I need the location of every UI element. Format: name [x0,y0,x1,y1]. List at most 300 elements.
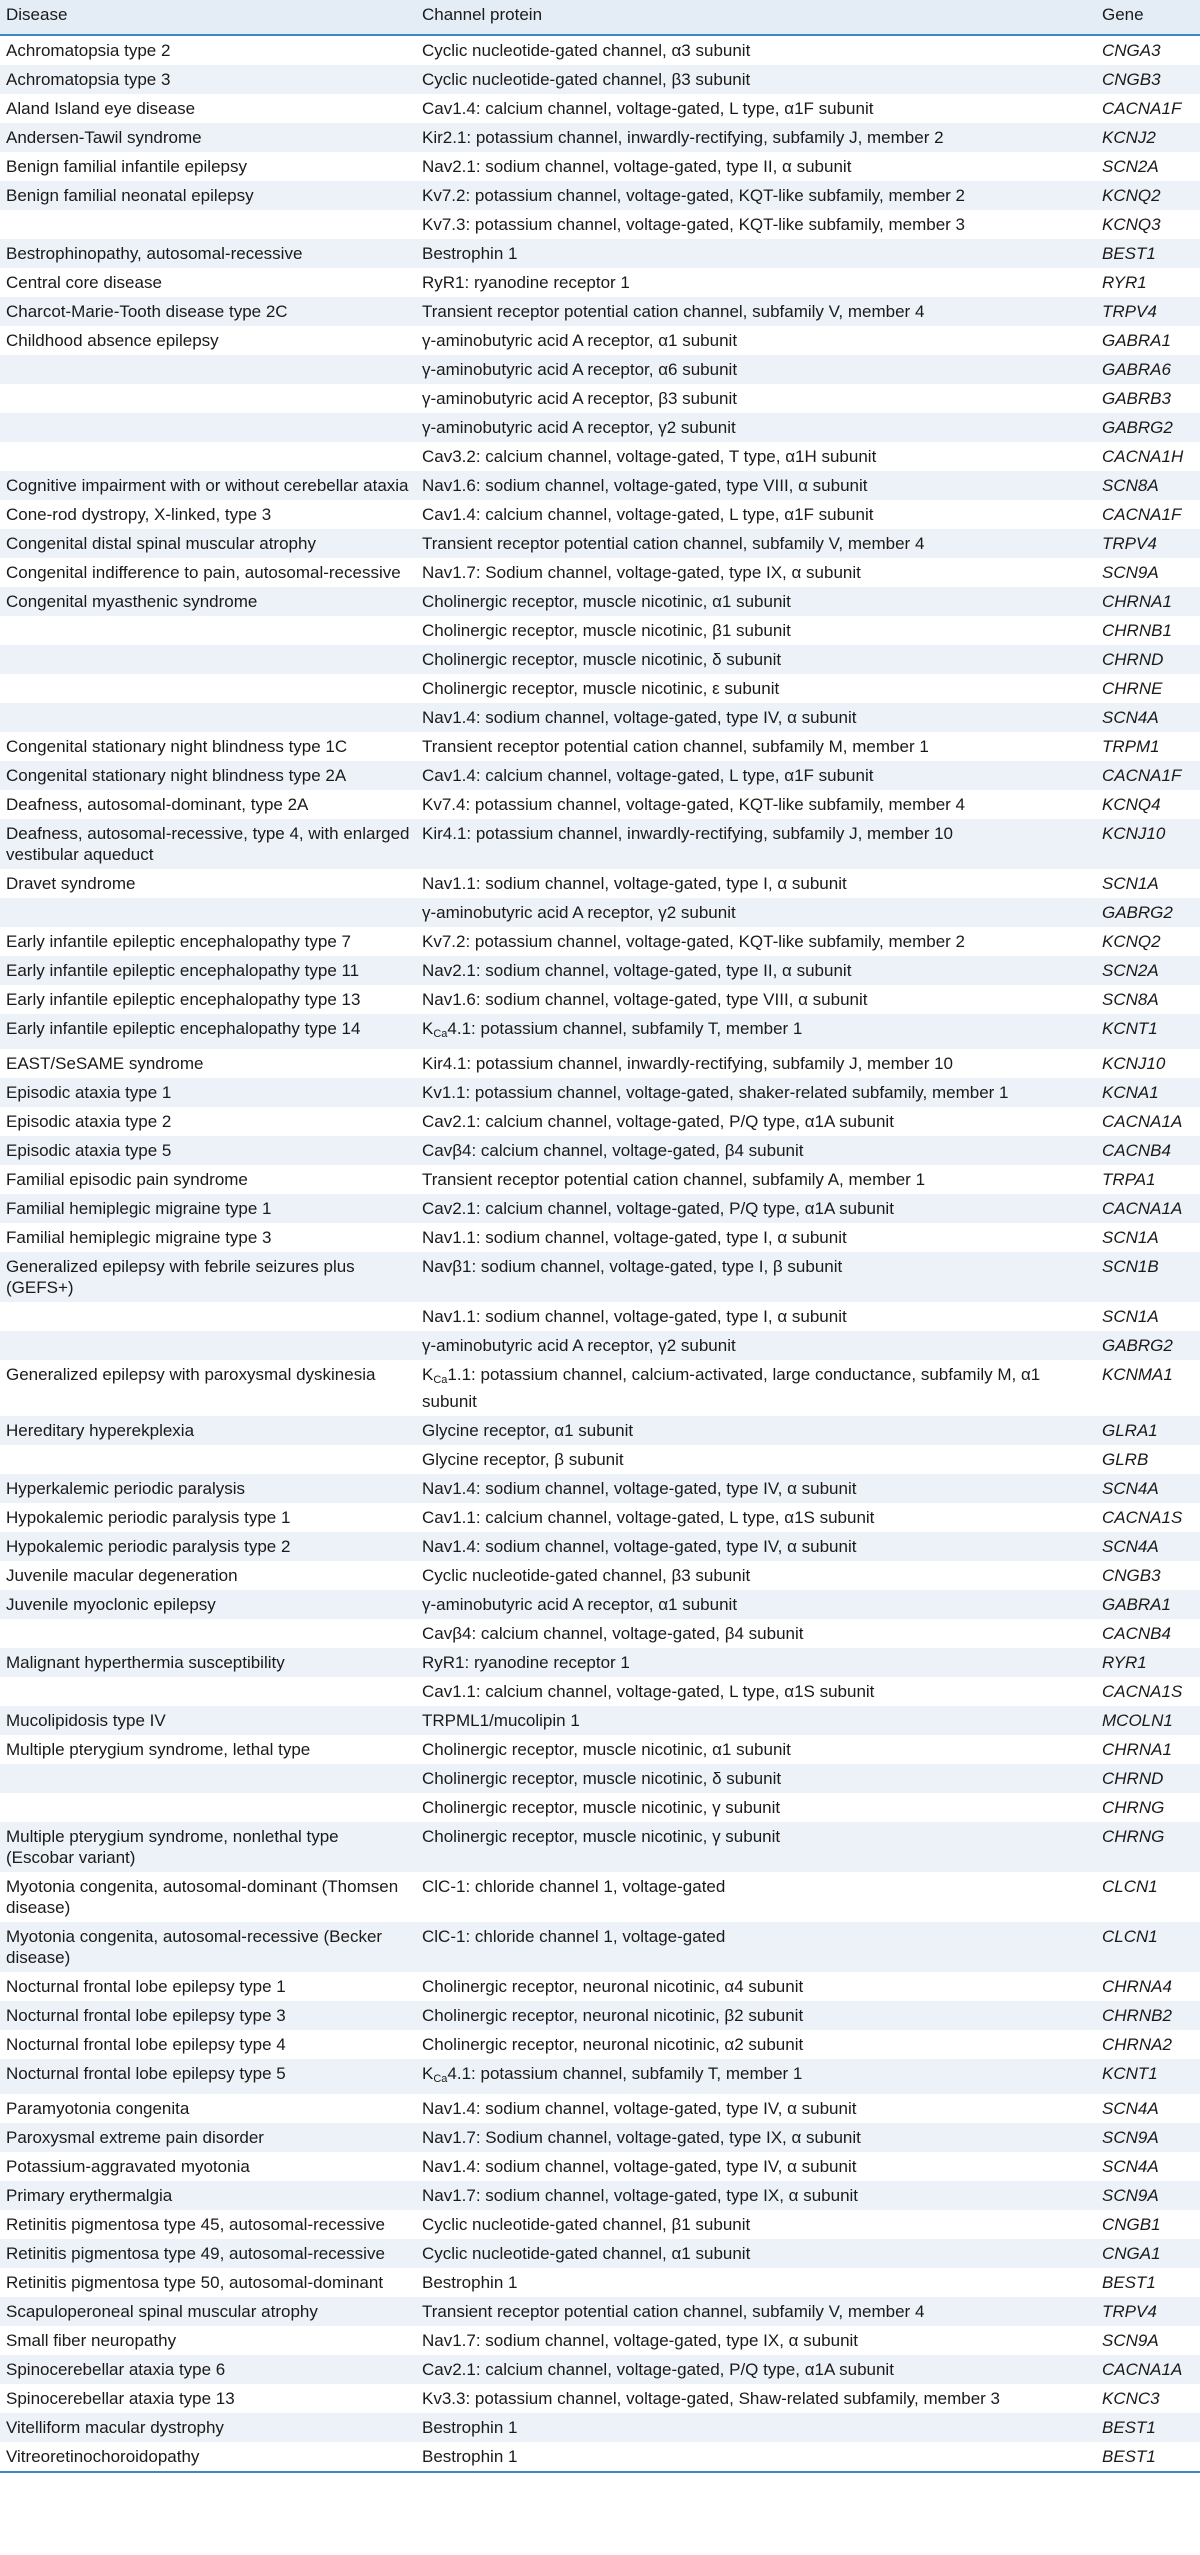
table-row [0,2123,1200,2152]
channel-protein-cell: Kv1.1: potassium channel, voltage-gated, shaker-related subfamily, member 1 [416,1078,1096,1107]
gene-cell: SCN4A [1096,1474,1200,1503]
gene-cell: MCOLN1 [1096,1706,1200,1735]
disease-cell: Paramyotonia congenita [0,2094,416,2123]
disease-cell: Achromatopsia type 2 [0,35,416,65]
table-row [0,1793,1200,1822]
channel-protein-cell: Cyclic nucleotide-gated channel, β1 subunit [416,2210,1096,2239]
protein-suffix: 4.1: potassium channel, subfamily T, member 1 [447,2064,803,2083]
channel-protein-cell: Cholinergic receptor, muscle nicotinic, γ subunit [416,1793,1096,1822]
disease-cell: Mucolipidosis type IV [0,1706,416,1735]
disease-cell: Congenital stationary night blindness type 1C [0,732,416,761]
table-row [0,2094,1200,2123]
gene-cell: CACNA1A [1096,1194,1200,1223]
table-row [0,2030,1200,2059]
table-row [0,819,1200,869]
channel-protein-cell: γ-aminobutyric acid A receptor, γ2 subunit [416,1331,1096,1360]
gene-cell: RYR1 [1096,1648,1200,1677]
channel-protein-cell: γ-aminobutyric acid A receptor, α1 subunit [416,326,1096,355]
gene-cell: CACNA1F [1096,761,1200,790]
header-channel-protein: Channel protein [416,0,1096,35]
channel-protein-cell: Nav1.1: sodium channel, voltage-gated, type I, α subunit [416,869,1096,898]
table-row [0,2181,1200,2210]
channel-protein-cell: Cholinergic receptor, muscle nicotinic, δ subunit [416,645,1096,674]
gene-cell: CNGA1 [1096,2239,1200,2268]
disease-cell: Familial hemiplegic migraine type 1 [0,1194,416,1223]
gene-cell: KCNJ10 [1096,819,1200,869]
gene-cell: SCN9A [1096,2123,1200,2152]
table-row [0,384,1200,413]
channel-protein-cell: ClC-1: chloride channel 1, voltage-gated [416,1922,1096,1972]
table-row [0,2210,1200,2239]
disease-cell: Early infantile epileptic encephalopathy type 7 [0,927,416,956]
disease-cell: Primary erythermalgia [0,2181,416,2210]
gene-cell: GABRG2 [1096,413,1200,442]
gene-cell: BEST1 [1096,2268,1200,2297]
table-row [0,326,1200,355]
table-row [0,152,1200,181]
table-row [0,1872,1200,1922]
table-row [0,1252,1200,1302]
disease-cell [0,898,416,927]
table-row [0,268,1200,297]
gene-cell: CHRNB2 [1096,2001,1200,2030]
channel-protein-cell: γ-aminobutyric acid A receptor, α6 subunit [416,355,1096,384]
channel-protein-cell: Bestrophin 1 [416,239,1096,268]
disease-cell: Congenital indifference to pain, autosomal-recessive [0,558,416,587]
gene-cell: KCNJ2 [1096,123,1200,152]
disease-cell: Myotonia congenita, autosomal-dominant (Thomsen disease) [0,1872,416,1922]
channel-protein-cell: Cholinergic receptor, neuronal nicotinic, α4 subunit [416,1972,1096,2001]
table-row [0,1445,1200,1474]
gene-cell: TRPA1 [1096,1165,1200,1194]
channel-protein-cell: Cyclic nucleotide-gated channel, α1 subunit [416,2239,1096,2268]
disease-cell: Retinitis pigmentosa type 45, autosomal-recessive [0,2210,416,2239]
disease-cell: Early infantile epileptic encephalopathy type 13 [0,985,416,1014]
table-row [0,123,1200,152]
channel-protein-cell: Navβ1: sodium channel, voltage-gated, type I, β subunit [416,1252,1096,1302]
channel-protein-cell: Bestrophin 1 [416,2268,1096,2297]
disease-cell [0,210,416,239]
table-row [0,616,1200,645]
table-row [0,761,1200,790]
table-row [0,732,1200,761]
gene-cell: KCNA1 [1096,1078,1200,1107]
gene-cell: TRPM1 [1096,732,1200,761]
gene-cell: CACNB4 [1096,1619,1200,1648]
disease-cell: Charcot-Marie-Tooth disease type 2C [0,297,416,326]
disease-cell: Aland Island eye disease [0,94,416,123]
channel-protein-cell: Nav1.7: Sodium channel, voltage-gated, type IX, α subunit [416,558,1096,587]
disease-cell: Nocturnal frontal lobe epilepsy type 4 [0,2030,416,2059]
gene-cell: SCN9A [1096,2181,1200,2210]
gene-cell: CHRND [1096,645,1200,674]
gene-cell: CHRNG [1096,1793,1200,1822]
gene-cell: CACNA1F [1096,500,1200,529]
table-row [0,94,1200,123]
disease-cell [0,703,416,732]
channel-protein-cell: Cyclic nucleotide-gated channel, α3 subunit [416,35,1096,65]
disease-cell [0,1764,416,1793]
gene-cell: TRPV4 [1096,529,1200,558]
table-row [0,2001,1200,2030]
channel-protein-cell: Kir4.1: potassium channel, inwardly-rectifying, subfamily J, member 10 [416,1049,1096,1078]
table-row [0,1360,1200,1416]
disease-cell: Hereditary hyperekplexia [0,1416,416,1445]
channel-protein-cell [416,1360,1096,1416]
gene-cell: CACNA1A [1096,2355,1200,2384]
channel-protein-cell: Transient receptor potential cation channel, subfamily V, member 4 [416,529,1096,558]
table-row [0,355,1200,384]
disease-cell: Hypokalemic periodic paralysis type 2 [0,1532,416,1561]
disease-cell: Episodic ataxia type 1 [0,1078,416,1107]
disease-cell: Cone-rod dystropy, X-linked, type 3 [0,500,416,529]
channel-protein-cell [416,2059,1096,2094]
channel-protein-cell: Cholinergic receptor, muscle nicotinic, ε subunit [416,674,1096,703]
table-row [0,2355,1200,2384]
disease-cell [0,1302,416,1331]
table-row [0,1474,1200,1503]
protein-subscript: Ca [433,1374,448,1386]
channel-protein-cell: Cyclic nucleotide-gated channel, β3 subunit [416,1561,1096,1590]
disease-cell: Vitreoretinochoroidopathy [0,2442,416,2472]
channel-protein-cell: Cav2.1: calcium channel, voltage-gated, P/Q type, α1A subunit [416,1107,1096,1136]
table-row [0,2059,1200,2094]
channel-protein-cell: Kv7.3: potassium channel, voltage-gated, KQT-like subfamily, member 3 [416,210,1096,239]
table-row [0,1972,1200,2001]
channel-protein-cell: Cholinergic receptor, neuronal nicotinic, β2 subunit [416,2001,1096,2030]
channel-protein-cell: Cav1.4: calcium channel, voltage-gated, L type, α1F subunit [416,500,1096,529]
disease-cell [0,1331,416,1360]
gene-cell: KCNMA1 [1096,1360,1200,1416]
gene-cell: BEST1 [1096,2413,1200,2442]
gene-cell: GABRA6 [1096,355,1200,384]
channel-protein-cell: Kir4.1: potassium channel, inwardly-rectifying, subfamily J, member 10 [416,819,1096,869]
channel-protein-cell: Bestrophin 1 [416,2442,1096,2472]
gene-cell: CHRNB1 [1096,616,1200,645]
disease-cell [0,1677,416,1706]
channel-protein-cell: Cholinergic receptor, muscle nicotinic, β1 subunit [416,616,1096,645]
gene-cell: SCN1A [1096,869,1200,898]
disease-cell: Hypokalemic periodic paralysis type 1 [0,1503,416,1532]
gene-cell: CLCN1 [1096,1922,1200,1972]
disease-cell: Vitelliform macular dystrophy [0,2413,416,2442]
disease-cell: Cognitive impairment with or without cerebellar ataxia [0,471,416,500]
disease-cell: Benign familial infantile epilepsy [0,152,416,181]
table-row [0,529,1200,558]
disease-cell: Familial hemiplegic migraine type 3 [0,1223,416,1252]
channel-protein-cell: ClC-1: chloride channel 1, voltage-gated [416,1872,1096,1922]
disease-cell: Early infantile epileptic encephalopathy type 14 [0,1014,416,1049]
gene-cell: SCN2A [1096,956,1200,985]
gene-cell: GABRA1 [1096,1590,1200,1619]
table-row [0,1764,1200,1793]
disease-cell: Bestrophinopathy, autosomal-recessive [0,239,416,268]
disease-cell: Nocturnal frontal lobe epilepsy type 5 [0,2059,416,2094]
table-row [0,1302,1200,1331]
channel-protein-cell: Nav2.1: sodium channel, voltage-gated, type II, α subunit [416,152,1096,181]
channel-protein-cell: Transient receptor potential cation channel, subfamily V, member 4 [416,2297,1096,2326]
gene-cell: KCNQ2 [1096,181,1200,210]
disease-cell [0,674,416,703]
disease-cell: Nocturnal frontal lobe epilepsy type 3 [0,2001,416,2030]
table-row [0,2268,1200,2297]
channel-protein-cell: Nav1.1: sodium channel, voltage-gated, type I, α subunit [416,1302,1096,1331]
disease-cell: Early infantile epileptic encephalopathy type 11 [0,956,416,985]
gene-cell: KCNQ3 [1096,210,1200,239]
table-row [0,2384,1200,2413]
disease-cell: Generalized epilepsy with paroxysmal dyskinesia [0,1360,416,1416]
gene-cell: GLRB [1096,1445,1200,1474]
gene-cell: KCNJ10 [1096,1049,1200,1078]
table-row [0,1677,1200,1706]
gene-cell: SCN9A [1096,558,1200,587]
disease-cell: Congenital distal spinal muscular atrophy [0,529,416,558]
gene-cell: CNGA3 [1096,35,1200,65]
channel-protein-cell: Nav1.7: sodium channel, voltage-gated, type IX, α subunit [416,2181,1096,2210]
disease-cell: Spinocerebellar ataxia type 13 [0,2384,416,2413]
table-row [0,1619,1200,1648]
table-row [0,869,1200,898]
table-row [0,297,1200,326]
table-row [0,35,1200,65]
disease-cell: Benign familial neonatal epilepsy [0,181,416,210]
table-row [0,1532,1200,1561]
disease-cell [0,413,416,442]
gene-cell: CNGB3 [1096,65,1200,94]
channel-protein-cell: Cavβ4: calcium channel, voltage-gated, β4 subunit [416,1136,1096,1165]
table-row [0,1503,1200,1532]
disease-cell [0,616,416,645]
disease-cell: Central core disease [0,268,416,297]
gene-cell: GABRG2 [1096,898,1200,927]
disease-cell: Episodic ataxia type 5 [0,1136,416,1165]
table-row [0,1078,1200,1107]
disease-cell: Multiple pterygium syndrome, lethal type [0,1735,416,1764]
table-row [0,1590,1200,1619]
gene-cell: CHRNA4 [1096,1972,1200,2001]
gene-cell: CACNA1S [1096,1677,1200,1706]
gene-cell: SCN8A [1096,471,1200,500]
disease-cell [0,355,416,384]
channel-protein-cell: Kv7.4: potassium channel, voltage-gated, KQT-like subfamily, member 4 [416,790,1096,819]
channel-protein-cell: RyR1: ryanodine receptor 1 [416,268,1096,297]
protein-suffix: 4.1: potassium channel, subfamily T, member 1 [447,1019,803,1038]
header-disease: Disease [0,0,416,35]
gene-cell: SCN2A [1096,152,1200,181]
table-row [0,1706,1200,1735]
channel-protein-cell: Nav1.4: sodium channel, voltage-gated, type IV, α subunit [416,2152,1096,2181]
channel-protein-cell: Nav2.1: sodium channel, voltage-gated, type II, α subunit [416,956,1096,985]
disease-cell: Spinocerebellar ataxia type 6 [0,2355,416,2384]
table-row [0,2442,1200,2472]
channel-protein-cell: Cavβ4: calcium channel, voltage-gated, β4 subunit [416,1619,1096,1648]
channel-protein-cell: Cyclic nucleotide-gated channel, β3 subunit [416,65,1096,94]
gene-cell: KCNT1 [1096,1014,1200,1049]
channel-protein-cell: Cholinergic receptor, muscle nicotinic, α1 subunit [416,1735,1096,1764]
table-row [0,2239,1200,2268]
gene-cell: BEST1 [1096,239,1200,268]
gene-cell: KCNQ4 [1096,790,1200,819]
gene-cell: TRPV4 [1096,2297,1200,2326]
gene-cell: CACNA1A [1096,1107,1200,1136]
disease-cell: Childhood absence epilepsy [0,326,416,355]
disease-cell: Small fiber neuropathy [0,2326,416,2355]
channel-protein-cell: Cav3.2: calcium channel, voltage-gated, T type, α1H subunit [416,442,1096,471]
gene-cell: CHRNA1 [1096,1735,1200,1764]
channel-protein-cell: Transient receptor potential cation channel, subfamily M, member 1 [416,732,1096,761]
protein-prefix: K [422,1019,434,1038]
channel-protein-cell [416,1014,1096,1049]
gene-cell: SCN1B [1096,1252,1200,1302]
gene-cell: SCN4A [1096,1532,1200,1561]
channel-protein-cell: Nav1.7: sodium channel, voltage-gated, type IX, α subunit [416,2326,1096,2355]
table-row [0,2413,1200,2442]
gene-cell: CACNB4 [1096,1136,1200,1165]
channel-protein-cell: Cholinergic receptor, muscle nicotinic, α1 subunit [416,587,1096,616]
disease-cell: Scapuloperoneal spinal muscular atrophy [0,2297,416,2326]
gene-cell: CNGB3 [1096,1561,1200,1590]
table-row [0,1416,1200,1445]
channel-protein-cell: RyR1: ryanodine receptor 1 [416,1648,1096,1677]
channel-protein-cell: Nav1.6: sodium channel, voltage-gated, type VIII, α subunit [416,985,1096,1014]
gene-cell: CHRNA1 [1096,587,1200,616]
disease-cell: Familial episodic pain syndrome [0,1165,416,1194]
table-row [0,1223,1200,1252]
disease-cell: Deafness, autosomal-dominant, type 2A [0,790,416,819]
channel-protein-cell: Cholinergic receptor, muscle nicotinic, γ subunit [416,1822,1096,1872]
table-row [0,2297,1200,2326]
table-row [0,1922,1200,1972]
channel-protein-cell: Cholinergic receptor, neuronal nicotinic, α2 subunit [416,2030,1096,2059]
gene-cell: CACNA1S [1096,1503,1200,1532]
disease-cell: Paroxysmal extreme pain disorder [0,2123,416,2152]
disease-cell: Juvenile macular degeneration [0,1561,416,1590]
disease-cell: Multiple pterygium syndrome, nonlethal type (Escobar variant) [0,1822,416,1872]
table-row [0,927,1200,956]
channel-protein-cell: Nav1.4: sodium channel, voltage-gated, type IV, α subunit [416,1532,1096,1561]
gene-cell: GABRA1 [1096,326,1200,355]
table-row [0,674,1200,703]
channel-protein-cell: Bestrophin 1 [416,2413,1096,2442]
table-row [0,898,1200,927]
table-row [0,442,1200,471]
gene-cell: CHRNA2 [1096,2030,1200,2059]
disease-cell: Myotonia congenita, autosomal-recessive (Becker disease) [0,1922,416,1972]
channel-protein-cell: Nav1.6: sodium channel, voltage-gated, type VIII, α subunit [416,471,1096,500]
gene-cell: SCN4A [1096,2094,1200,2123]
gene-cell: CNGB1 [1096,2210,1200,2239]
table-row [0,1822,1200,1872]
channel-protein-cell: γ-aminobutyric acid A receptor, β3 subunit [416,384,1096,413]
channel-protein-cell: Nav1.4: sodium channel, voltage-gated, type IV, α subunit [416,2094,1096,2123]
protein-prefix: K [422,1365,434,1384]
protein-subscript: Ca [433,2073,448,2085]
header-row [0,0,1200,35]
table-row [0,1735,1200,1764]
channel-protein-cell: Nav1.7: Sodium channel, voltage-gated, type IX, α subunit [416,2123,1096,2152]
table-row [0,1165,1200,1194]
channel-protein-cell: Cav2.1: calcium channel, voltage-gated, P/Q type, α1A subunit [416,1194,1096,1223]
gene-cell: SCN8A [1096,985,1200,1014]
gene-cell: SCN1A [1096,1223,1200,1252]
channel-protein-cell: TRPML1/mucolipin 1 [416,1706,1096,1735]
disease-cell [0,1793,416,1822]
channel-protein-cell: Cholinergic receptor, muscle nicotinic, δ subunit [416,1764,1096,1793]
channel-protein-cell: Kv7.2: potassium channel, voltage-gated, KQT-like subfamily, member 2 [416,927,1096,956]
table-row [0,413,1200,442]
channel-protein-cell: Kv7.2: potassium channel, voltage-gated, KQT-like subfamily, member 2 [416,181,1096,210]
disease-cell: Malignant hyperthermia susceptibility [0,1648,416,1677]
disease-cell: EAST/SeSAME syndrome [0,1049,416,1078]
channel-protein-cell: Nav1.4: sodium channel, voltage-gated, type IV, α subunit [416,703,1096,732]
gene-cell: SCN1A [1096,1302,1200,1331]
table-row [0,587,1200,616]
table-row [0,956,1200,985]
table-row [0,2326,1200,2355]
gene-cell: BEST1 [1096,2442,1200,2472]
table-row [0,1561,1200,1590]
disease-cell: Dravet syndrome [0,869,416,898]
channel-protein-cell: γ-aminobutyric acid A receptor, γ2 subunit [416,413,1096,442]
disease-cell [0,1619,416,1648]
channel-protein-cell: Glycine receptor, β subunit [416,1445,1096,1474]
disease-cell: Congenital myasthenic syndrome [0,587,416,616]
protein-suffix: 1.1: potassium channel, calcium-activated, large conductance, subfamily M, α1 subunit [422,1365,1041,1411]
gene-cell: GLRA1 [1096,1416,1200,1445]
table-row [0,500,1200,529]
table-row [0,985,1200,1014]
disease-cell: Juvenile myoclonic epilepsy [0,1590,416,1619]
protein-prefix: K [422,2064,434,2083]
table-row [0,558,1200,587]
header-gene: Gene [1096,0,1200,35]
channel-protein-cell: Cav1.4: calcium channel, voltage-gated, L type, α1F subunit [416,761,1096,790]
channel-protein-cell: Cav2.1: calcium channel, voltage-gated, P/Q type, α1A subunit [416,2355,1096,2384]
disease-cell [0,442,416,471]
table-row [0,703,1200,732]
table-row [0,65,1200,94]
channel-protein-cell: Cav1.4: calcium channel, voltage-gated, L type, α1F subunit [416,94,1096,123]
gene-cell: CLCN1 [1096,1872,1200,1922]
table-row [0,645,1200,674]
table-body [0,35,1200,2472]
channel-protein-cell: Transient receptor potential cation channel, subfamily V, member 4 [416,297,1096,326]
table-row [0,1049,1200,1078]
channel-protein-cell: γ-aminobutyric acid A receptor, α1 subunit [416,1590,1096,1619]
table-row [0,471,1200,500]
channel-protein-cell: Nav1.4: sodium channel, voltage-gated, type IV, α subunit [416,1474,1096,1503]
table-row [0,181,1200,210]
gene-cell: SCN4A [1096,2152,1200,2181]
disease-cell [0,384,416,413]
disease-cell [0,1445,416,1474]
gene-cell: KCNC3 [1096,2384,1200,2413]
channel-protein-cell: Cav1.1: calcium channel, voltage-gated, L type, α1S subunit [416,1677,1096,1706]
channel-protein-cell: Kv3.3: potassium channel, voltage-gated, Shaw-related subfamily, member 3 [416,2384,1096,2413]
gene-cell: CHRND [1096,1764,1200,1793]
channel-protein-cell: Kir2.1: potassium channel, inwardly-rectifying, subfamily J, member 2 [416,123,1096,152]
protein-subscript: Ca [433,1028,448,1040]
gene-cell: SCN4A [1096,703,1200,732]
gene-cell: CACNA1F [1096,94,1200,123]
gene-cell: KCNT1 [1096,2059,1200,2094]
gene-cell: CHRNG [1096,1822,1200,1872]
table-header [0,0,1200,35]
table-row [0,210,1200,239]
disease-cell: Retinitis pigmentosa type 50, autosomal-dominant [0,2268,416,2297]
disease-cell: Achromatopsia type 3 [0,65,416,94]
table-row [0,1107,1200,1136]
